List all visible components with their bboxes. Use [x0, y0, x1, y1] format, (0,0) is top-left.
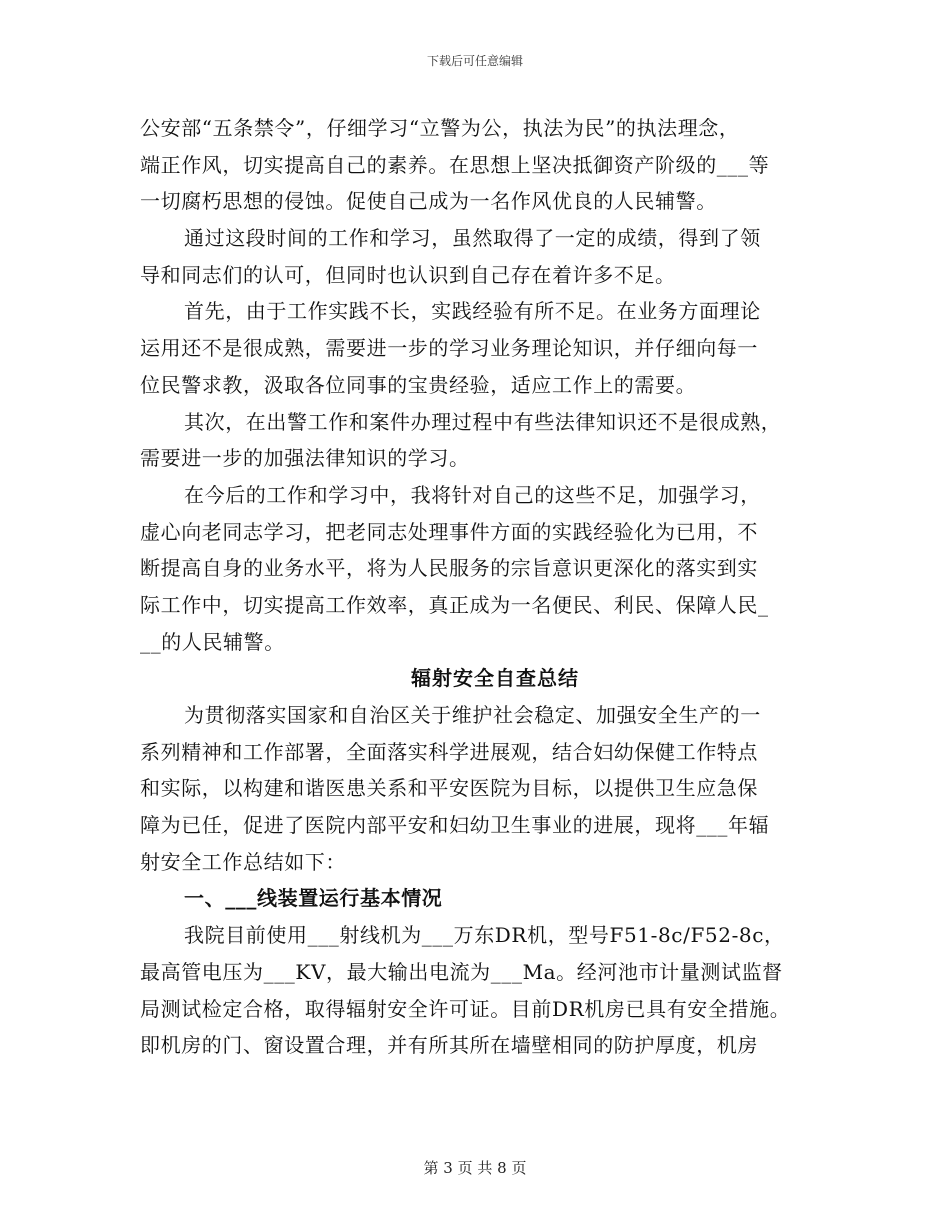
body-line: 公安部“五条禁令”，仔细学习“立警为公，执法为民”的执法理念，	[140, 116, 740, 140]
body-line: 虚心向老同志学习，把老同志处理事件方面的实践经验化为已用，不	[140, 519, 758, 544]
body-line: __的人民辅警。	[140, 629, 285, 654]
body-line: 最高管电压为___KV，最大输出电流为___Ma。经河池市计量测试监督	[140, 959, 783, 984]
body-line: 需要进一步的加强法律知识的学习。	[140, 446, 470, 471]
body-line: 际工作中，切实提高工作效率，真正成为一名便民、利民、保障人民_	[140, 592, 769, 617]
body-line: 系列精神和工作部署，全面落实科学进展观，结合妇幼保健工作特点	[140, 739, 758, 764]
page-number-footer: 第 3 页 共 8 页	[423, 1159, 527, 1177]
body-line: 端正作风，切实提高自己的素养。在思想上坚决抵御资产阶级的___等	[140, 152, 770, 177]
body-line: 在今后的工作和学习中，我将针对自己的这些不足，加强学习，	[184, 482, 761, 507]
body-line: 一切腐朽思想的侵蚀。促使自己成为一名作风优良的人民辅警。	[140, 189, 717, 214]
body-line: 导和同志们的认可，但同时也认识到自己存在着许多不足。	[140, 262, 676, 287]
body-line: 位民警求教，汲取各位同事的宝贵经验，适应工作上的需要。	[140, 372, 697, 397]
subsection-heading: 一、___线装置运行基本情况	[184, 886, 443, 911]
body-line: 首先，由于工作实践不长，实践经验有所不足。在业务方面理论	[184, 299, 761, 324]
body-line: 我院目前使用___射线机为___万东DR机，型号F51-8c/F52-8c，	[184, 923, 785, 948]
body-line: 障为已任，促进了医院内部平安和妇幼卫生事业的进展，现将___年辐	[140, 813, 770, 838]
body-line: 为贯彻落实国家和自治区关于维护社会稳定、加强安全生产的一	[184, 703, 761, 727]
body-line: 断提高自身的业务水平，将为人民服务的宗旨意识更深化的落实到实	[140, 556, 758, 581]
body-line: 局测试检定合格，取得辐射安全许可证。目前DR机房已具有安全措施。	[140, 996, 791, 1021]
body-line: 运用还不是很成熟，需要进一步的学习业务理论知识，并仔细向每一	[140, 336, 758, 361]
body-line: 射安全工作总结如下：	[140, 849, 346, 874]
body-line: 通过这段时间的工作和学习，虽然取得了一定的成绩，得到了领	[184, 226, 761, 251]
body-line: 即机房的门、窗设置合理，并有所其所在墙壁相同的防护厚度，机房	[140, 1033, 758, 1058]
body-line: 和实际，以构建和谐医患关系和平安医院为目标，以提供卫生应急保	[140, 776, 758, 801]
page-header: 下载后可任意编辑	[426, 54, 523, 68]
section-title: 辐射安全自查总结	[411, 666, 579, 691]
document-body	[140, 110, 810, 1064]
body-line: 其次，在出警工作和案件办理过程中有些法律知识还不是很成熟，	[184, 409, 782, 434]
